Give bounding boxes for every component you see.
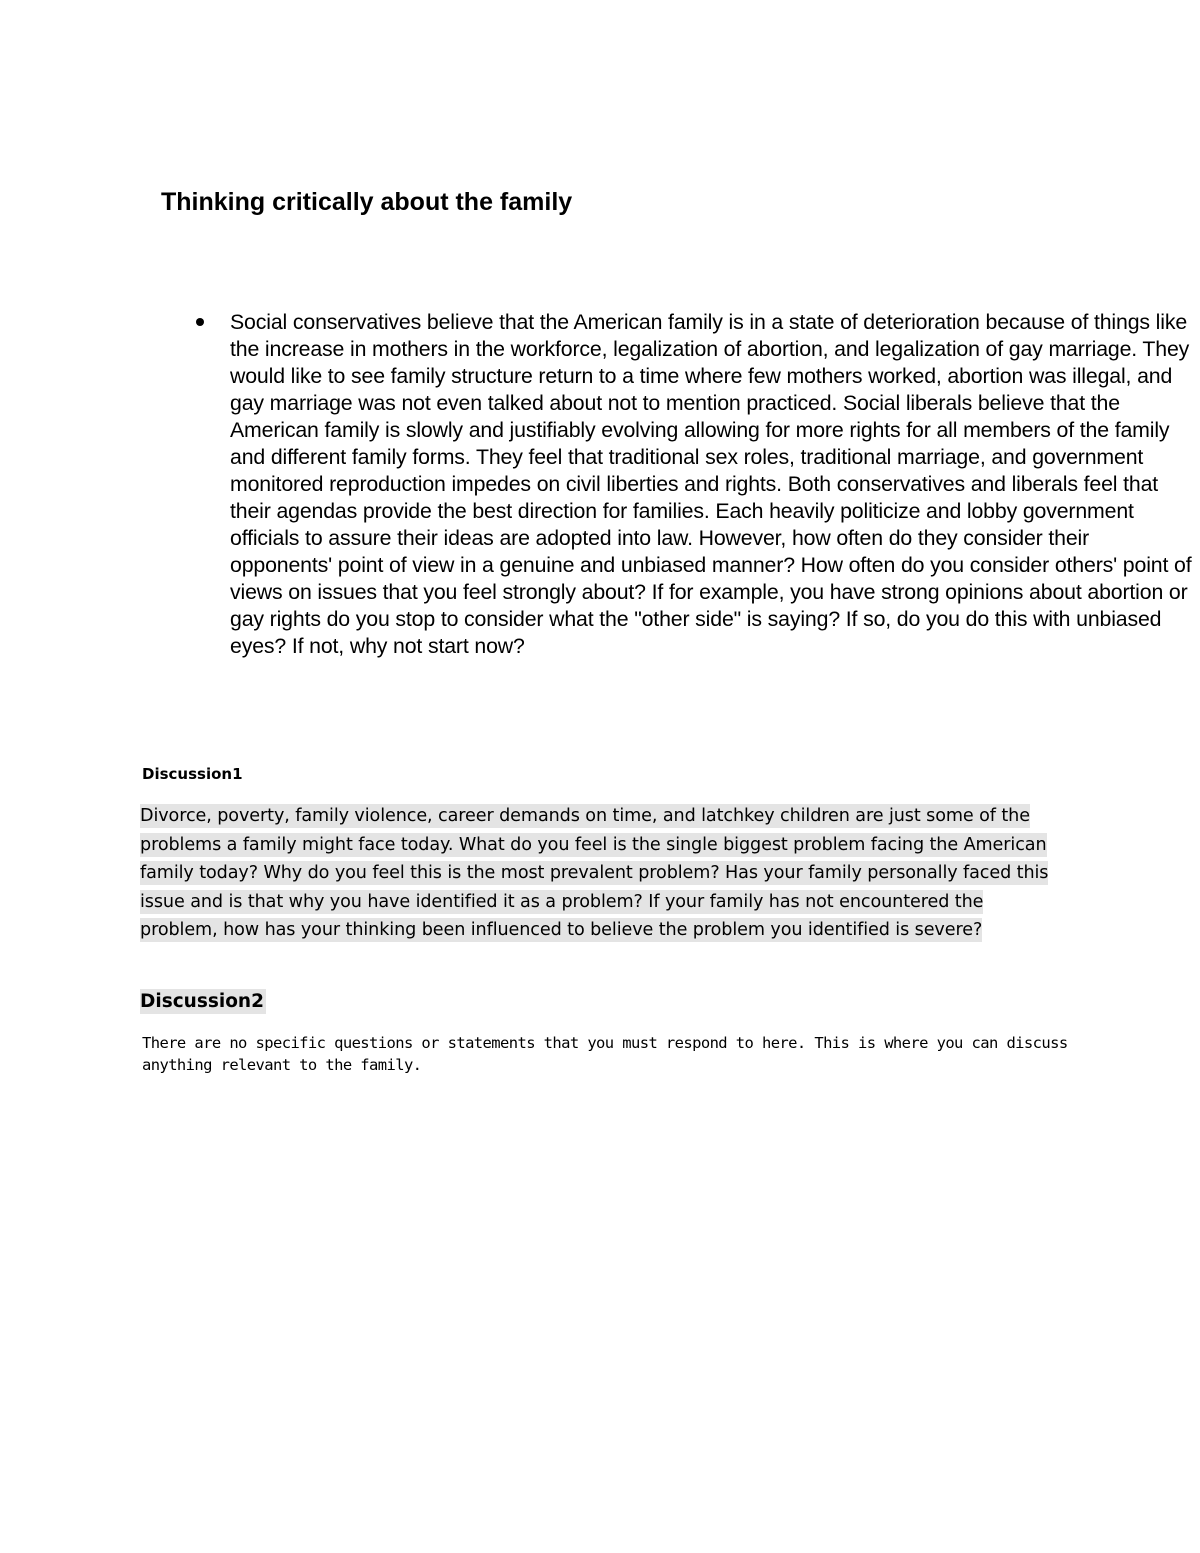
document-title: Thinking critically about the family — [161, 188, 573, 216]
discussion2-prompt: There are no specific questions or statements that you must respond to here. This is where you can discuss anything relevant to the family. — [142, 1034, 1068, 1074]
bullet-dot-icon — [196, 318, 204, 326]
discussion1-heading: Discussion1 — [142, 765, 243, 783]
discussion2-heading — [140, 988, 266, 1016]
discussion1-prompt — [140, 802, 1060, 945]
bullet-paragraph: Social conservatives believe that the American family is in a state of deterioration because of things like the increase in mothers in the workforce, legalization of abortion, and legalization of gay marriage. They would like to see family structure return to a time where few mothers worked, abortion was illegal, and gay marriage was not even talked about not to mention practiced. Social liberals believe that the American family is slowly and justifiably evolving allowing for more rights for all members of the family and different family forms. They feel that traditional sex roles, traditional marriage, and government monitored reproduction impedes on civil liberties and rights. Both conservatives and liberals feel that their agendas provide the best direction for families. Each heavily politicize and lobby government officials to assure their ideas are adopted into law. However, how often do they consider their opponents' point of view in a genuine and unbiased manner? How often do you consider others' point of views on issues that you feel strongly about? If for example, you have strong opinions about abortion or gay rights do you stop to consider what the "other side" is saying? If so, do you do this with unbiased eyes? If not, why not start now? — [230, 310, 1192, 658]
bullet-list — [192, 309, 1192, 660]
bullet-item — [192, 309, 1192, 660]
discussion1-prompt-text: Divorce, poverty, family violence, career demands on time, and latchkey children are just some of the problems a family might face today. What do you feel is the single biggest problem facing the American family today? Why do you feel this is the most prevalent problem? Has your family personally faced this issue and is that why you have identified it as a problem? If your family has not encountered the problem, how has your thinking been influenced to believe the problem you identified is severe? — [140, 806, 1049, 940]
discussion2-heading-text: Discussion2 — [140, 991, 264, 1012]
